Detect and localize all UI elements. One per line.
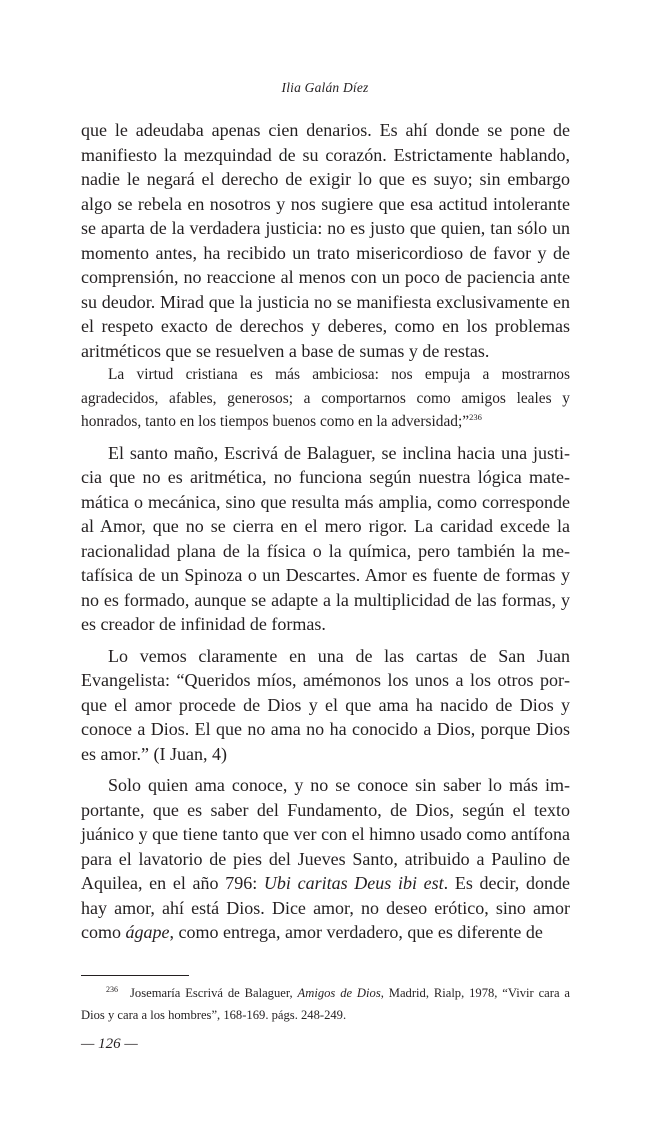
paragraph-4-part-c: , como entrega, amor verdadero, que es diferente de xyxy=(169,922,543,942)
paragraph-3: Lo vemos claramente en una de las cartas de San Juan Evangelista: “Queridos míos, amémonos los unos a los otros porque el amor procede de Dios y el que ama ha nacido de Dios y conoce a Dios. El que no ama no ha conocido a Dios, porque Dios es amor.” (I Juan, 4) xyxy=(81,645,570,764)
block-quote xyxy=(81,363,570,434)
footnote-divider xyxy=(81,975,189,976)
main-text xyxy=(81,118,570,945)
running-header: Ilia Galán Díez xyxy=(281,80,369,95)
paragraph-4-part-a: Solo quien ama conoce, y no se conoce sin saber lo más importante, que es saber del Fundamento, de Dios, según el texto juánico y que tiene tanto que ver con el himno usado como antífona para el lavatorio de pies del Jueves Santo, atribuido a Paulino de Aquilea, en el año 796: xyxy=(81,775,570,893)
paragraph-4-part-b: . Es decir, donde hay amor, ahí está Dios. Dice amor, no deseo erótico, sino amor como xyxy=(81,873,570,942)
page-number: — 126 — xyxy=(81,1036,138,1052)
paragraph-4 xyxy=(81,773,570,945)
agape-term: ágape xyxy=(125,922,170,942)
latin-phrase: Ubi caritas Deus ibi est xyxy=(263,873,444,893)
footnote-text-b: , Madrid, Rialp, 1978, “Vivir cara a Dios y cara a los hombres”, 168-169. págs. 248-249. xyxy=(81,986,570,1022)
quote-text: La virtud cristiana es más ambiciosa: nos empuja a mostrarnos agradecidos, afables, generosos; a comportarnos como amigos leales y honrados, tanto en los tiempos buenos como en la adversidad;” xyxy=(81,366,570,430)
paragraph-1: que le adeudaba apenas cien denarios. Es ahí donde se pone de manifiesto la mezquindad de su corazón. Estrictamente hablando, nadie le negará el derecho de exigir lo que es suyo; sin embargo algo se rebela en nosotros y nos sugiere que esa actitud intolerante se aparta de la verdadera justicia: no es justo que quien, tan sólo un momento antes, ha recibido un trato misericordioso de favor y de comprensión, no reaccione al menos con un poco de paciencia ante su deudor. Mirad que la justicia no se manifiesta exclusivamente en el respeto exacto de derechos y deberes, como en los problemas aritméticos que se resuelven a base de sumas y de restas. xyxy=(81,120,570,361)
footnote-reference[interactable]: 236 xyxy=(469,412,482,422)
paragraph-2: El santo maño, Escrivá de Balaguer, se inclina hacia una justicia que no es aritmética, no funciona según nuestra lógica matemática o mecánica, sino que resulta más amplia, como corresponde al Amor, que no se cierra en el mero rigor. La caridad excede la racionalidad plana de la física o la química, pero también la metafísica de un Spinoza o un Descartes. Amor es fuente de formas y no es formado, aunque se adapte a la multiplicidad de las formas, y es creador de infinidad de formas. xyxy=(81,442,570,634)
footnote-text-a: Josemaría Escrivá de Balaguer, xyxy=(130,986,298,1000)
footnote-book-title: Amigos de Dios xyxy=(297,986,381,1000)
footnote: 236 Josemaría Escrivá de Balaguer, Amigos de Dios, Madrid, Rialp, 1978, “Vivir cara a Dios y cara a los hombres”, 168-169. págs. 248-249. xyxy=(81,985,570,1022)
